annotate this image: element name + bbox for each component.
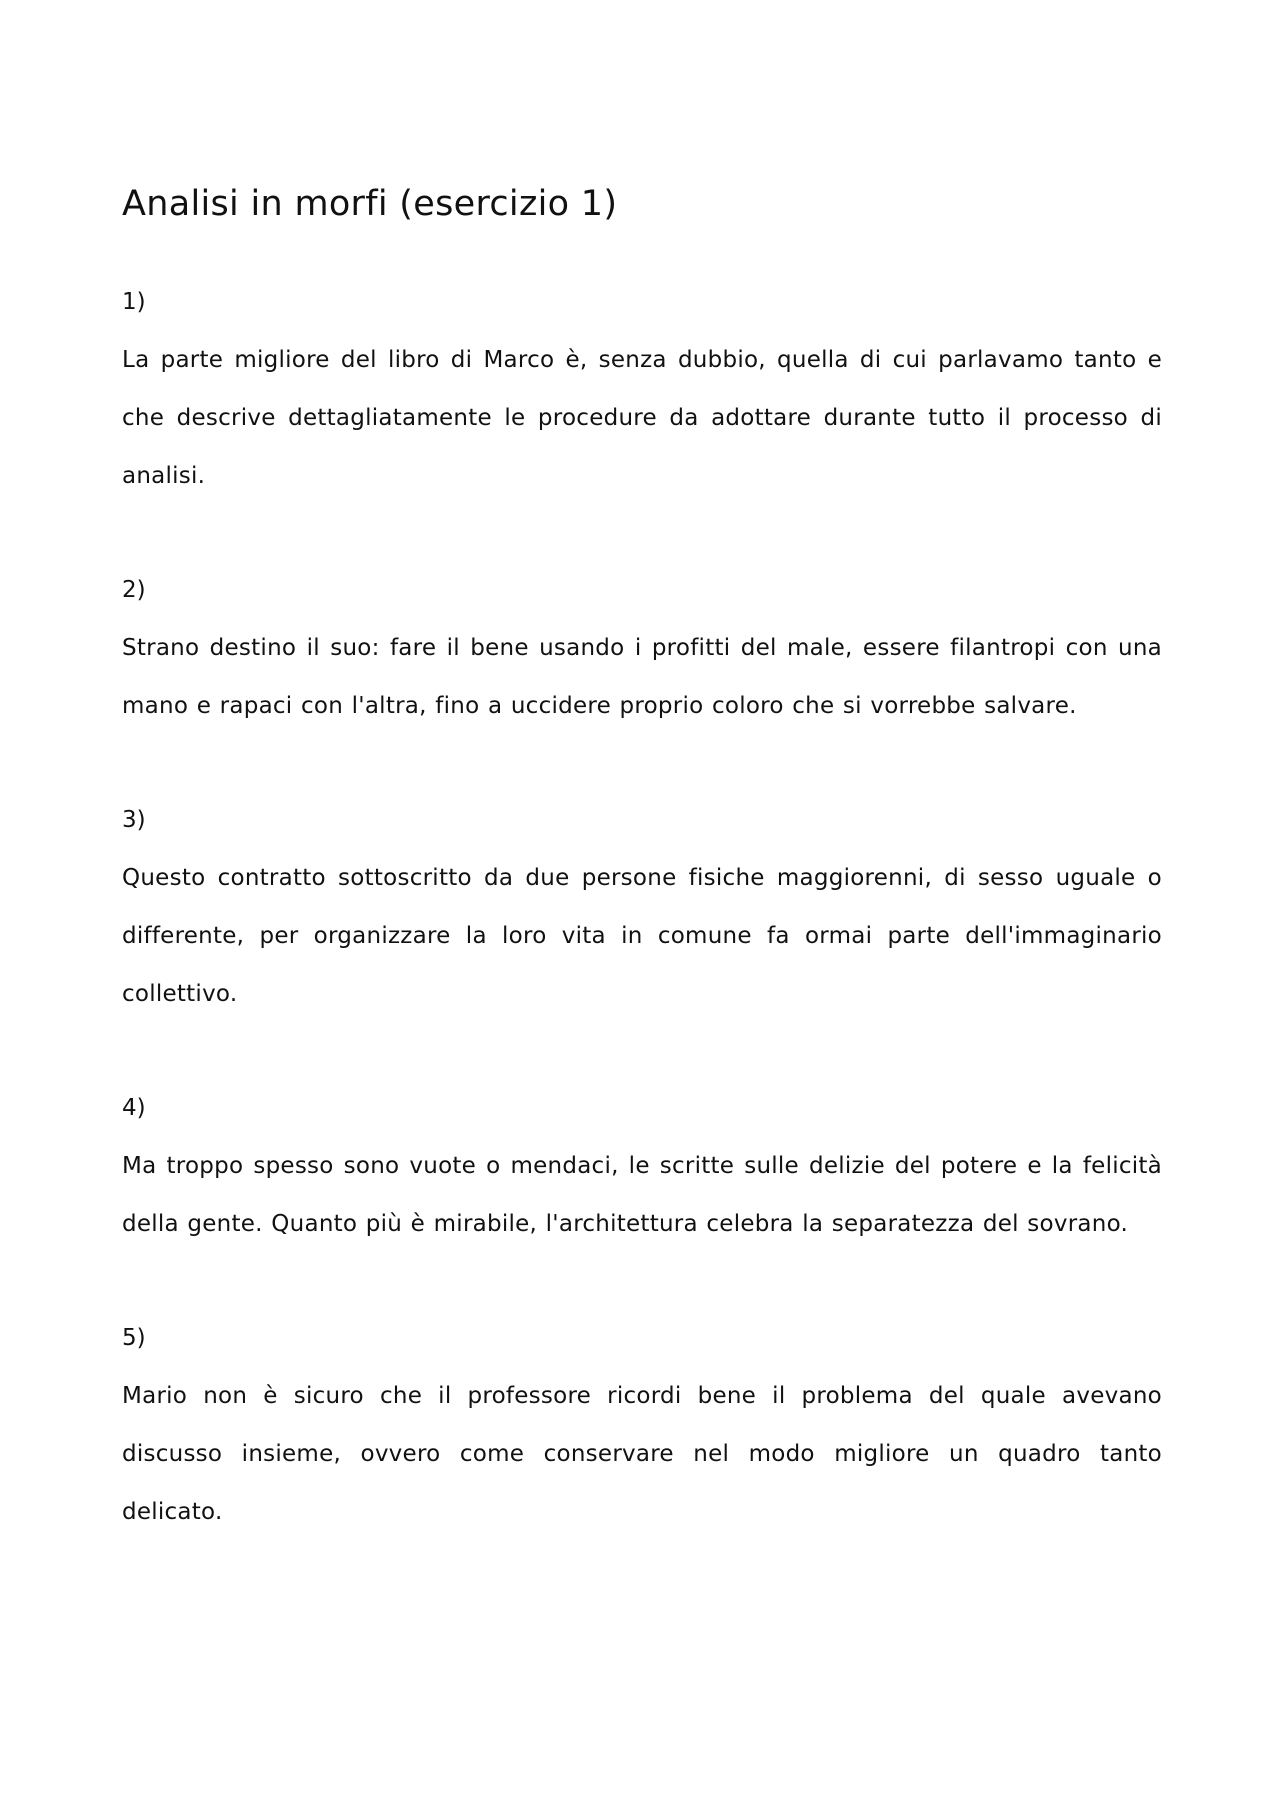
exercise-text: La parte migliore del libro di Marco è, senza dubbio, quella di cui parlavamo tanto e che descrive dettagliatamente le procedure da adottare durante tutto il processo di analisi. — [122, 347, 1162, 489]
exercise-number: 5) — [122, 1325, 146, 1351]
exercise-1 — [122, 273, 1162, 505]
exercise-5 — [122, 1309, 1162, 1541]
exercise-4 — [122, 1079, 1162, 1253]
exercise-2 — [122, 561, 1162, 735]
exercise-text: Strano destino il suo: fare il bene usando i profitti del male, essere filantropi con una mano e rapaci con l'altra, fino a uccidere proprio coloro che si vorrebbe salvare. — [122, 635, 1162, 719]
exercise-number: 1) — [122, 289, 146, 315]
exercise-text: Mario non è sicuro che il professore ricordi bene il problema del quale avevano discusso insieme, ovvero come conservare nel modo migliore un quadro tanto delicato. — [122, 1383, 1162, 1525]
exercise-number: 3) — [122, 807, 146, 833]
exercise-number: 4) — [122, 1095, 146, 1121]
exercise-3 — [122, 791, 1162, 1023]
exercise-text: Ma troppo spesso sono vuote o mendaci, le scritte sulle delizie del potere e la felicità della gente. Quanto più è mirabile, l'architettura celebra la separatezza del sovrano. — [122, 1153, 1162, 1237]
page-title: Analisi in morfi (esercizio 1) — [122, 184, 618, 224]
exercise-text: Questo contratto sottoscritto da due persone fisiche maggiorenni, di sesso uguale o differente, per organizzare la loro vita in comune fa ormai parte dell'immaginario collettivo. — [122, 865, 1162, 1007]
exercise-number: 2) — [122, 577, 146, 603]
document-page — [122, 178, 1162, 1541]
